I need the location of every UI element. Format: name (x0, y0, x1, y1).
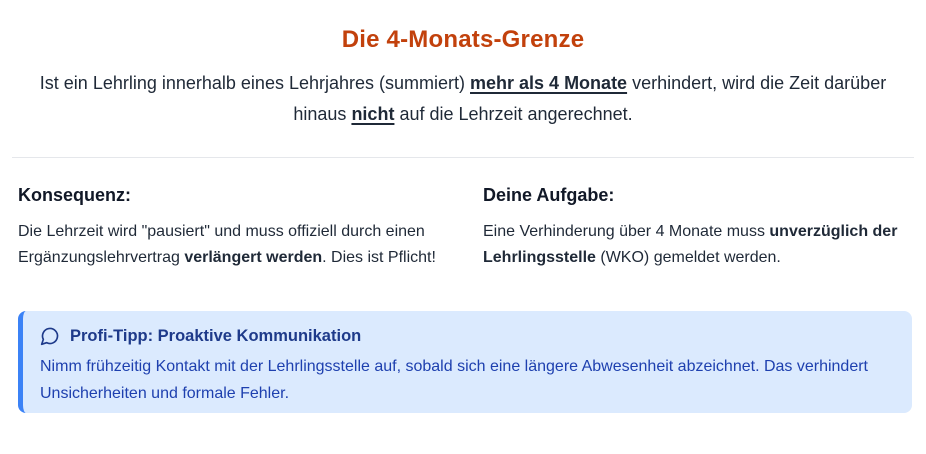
aufgabe-text-bold: unverzüglich der Lehrlingsstelle (483, 223, 898, 266)
konsequenz-text-pre: Die Lehrzeit wird "pausiert" und muss offiziell durch einen Ergänzungslehrvertrag (18, 223, 425, 266)
section-divider (12, 157, 914, 158)
intro-text-3: auf die Lehrzeit angerechnet. (394, 104, 633, 124)
aufgabe-text-post: (WKO) gemeldet werden. (595, 249, 781, 266)
tip-body: Nimm frühzeitig Kontakt mit der Lehrlingsstelle auf, sobald sich eine längere Abwesenheit abzeichnet. Das verhindert Unsicherheiten und formale Fehler. (40, 358, 868, 402)
konsequenz-text-post: . Dies ist Pflicht! (322, 249, 436, 266)
column-konsequenz (18, 185, 443, 271)
deine-aufgabe-heading: Deine Aufgabe: (483, 185, 615, 205)
page-title: Die 4-Monats-Grenze (341, 26, 585, 53)
deine-aufgabe-body (483, 219, 908, 271)
konsequenz-heading: Konsequenz: (18, 185, 132, 205)
tip-heading: Profi-Tipp: Proaktive Kommunikation (70, 326, 362, 345)
intro-paragraph (38, 68, 888, 130)
konsequenz-body (18, 219, 443, 271)
column-deine-aufgabe (483, 185, 908, 271)
profi-tipp-callout (18, 311, 912, 413)
konsequenz-text-bold: verlängert werden (184, 249, 323, 266)
content-page (0, 26, 926, 454)
intro-text-2: verhindert, wird die Zeit darüber hinaus (293, 73, 887, 124)
aufgabe-text-pre: Eine Verhinderung über 4 Monate muss (483, 223, 770, 240)
speech-bubble-icon (40, 326, 60, 346)
intro-highlight-more-than-4-months: mehr als 4 Monate (470, 73, 628, 93)
two-column-section (0, 185, 926, 271)
tip-header (40, 326, 892, 346)
intro-highlight-nicht: nicht (351, 104, 395, 124)
intro-text-1: Ist ein Lehrling innerhalb eines Lehrjahres (summiert) (39, 73, 471, 93)
